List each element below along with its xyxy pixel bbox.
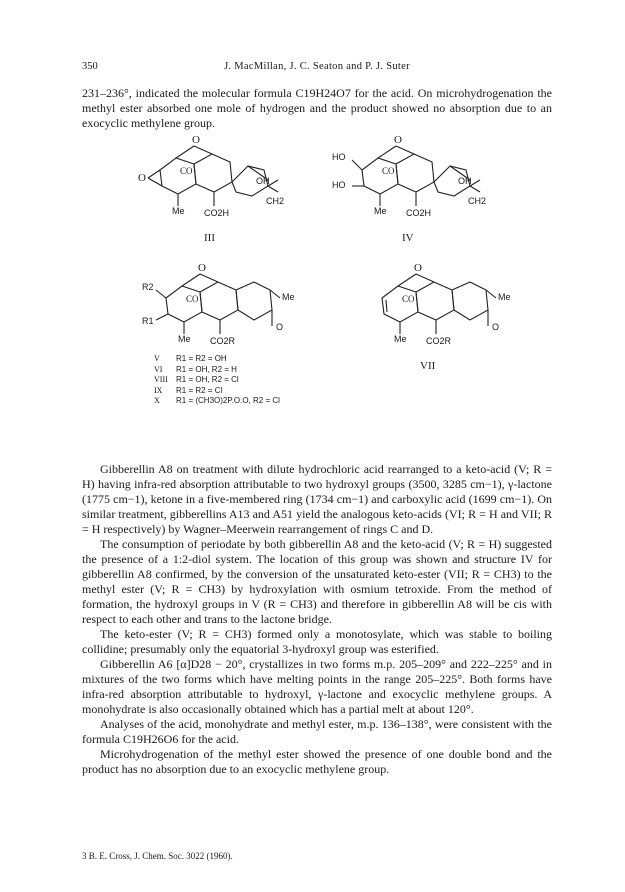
vii-co2r-label: CO2R — [426, 336, 452, 346]
top-paragraph-text: 231–236°, indicated the molecular formula C19H24O7 for the acid. On microhydrogenation the methyl ester absorbed one mole of hydrogen and the product showed no absorption due to an exocyclic methylene group. — [82, 86, 552, 130]
v-co-label: CO — [186, 294, 199, 304]
structure-v — [142, 262, 304, 353]
legend-row: VIII R1 = OH, R2 = Cl — [154, 375, 239, 385]
legend-row: X R1 = (CH3O)2P.O.O, R2 = Cl — [154, 396, 280, 406]
paragraph: The consumption of periodate by both gibberellin A8 and the keto-acid (V; R = H) suggested the presence of a 1:2-diol system. The location of this group was shown and structure IV for gibberellin A8 confirmed, by the conversion of the unsaturated keto-ester (VII; R = CH3) to the methyl ester (V; R = CH3) by hydroxylation with osmium tetroxide. From the method of formation, the hydroxyl groups in V (R = CH3) and therefore in gibberellin A8 will be cis with respect to each other and trans to the lactone bridge. — [82, 537, 552, 626]
v-me-ring-label: Me — [282, 292, 295, 302]
vii-me-ring-label: Me — [498, 292, 511, 302]
iv-numeral: IV — [402, 232, 414, 244]
v-me-label: Me — [178, 334, 191, 344]
iii-epoxide-o-label: O — [138, 172, 146, 184]
running-title: J. MacMillan, J. C. Seaton and P. J. Suter — [224, 61, 410, 72]
body-text — [82, 462, 552, 777]
top-paragraph — [82, 86, 552, 131]
iv-oh-label: OH — [458, 176, 472, 186]
iii-co2h-label: CO2H — [204, 208, 230, 218]
iii-o-label: O — [192, 134, 200, 146]
legend-row: V R1 = R2 = OH — [154, 354, 227, 363]
iv-ch2-label: CH2 — [468, 196, 487, 206]
footnote: 3 B. E. Cross, J. Chem. Soc. 3022 (1960). — [82, 851, 233, 861]
iii-co-label: CO — [180, 166, 193, 176]
iii-ch2-label: CH2 — [266, 196, 285, 206]
paragraph: Gibberellin A8 on treatment with dilute hydrochloric acid rearranged to a keto-acid (V; R = H) having infra-red absorption attributable to two hydroxyl groups (3500, 3285 cm−1), γ-lactone (1775 cm−1), ketone in a five-membered ring (1734 cm−1) and carboxylic acid (1699 cm−1). On similar treatment, gibberellins A13 and A51 yield the analogous keto-acids (VI; R = H and VII; R = H respectively) by Wagner–Meerwein rearrangement of rings C and D. — [82, 462, 552, 536]
legend-row: IX R1 = R2 = Cl — [154, 385, 223, 395]
paragraph: Gibberellin A6 [α]D28 − 20°, crystallizes in two forms m.p. 205–209° and 222–225° and in mixtures of the two forms which have melting points in the range 205–225°. Both forms have infra-red absorption attributable to hydroxyl, γ-lactone and exocyclic methylene groups. A monohydrate is also occasionally obtained which has a partial melt at about 120°. — [82, 657, 552, 716]
paragraph: The keto-ester (V; R = CH3) formed only a monotosylate, which was stable to boiling collidine; presumably only the equatorial 3-hydroxyl group was esterified. — [82, 627, 552, 656]
iii-numeral: III — [204, 232, 215, 244]
vii-numeral: VII — [420, 360, 436, 372]
structure-iii — [138, 134, 298, 244]
iv-o-label: O — [394, 134, 402, 146]
iii-oh-label: OH — [256, 176, 270, 186]
substituent-legend — [154, 354, 280, 407]
iv-co-label: CO — [382, 166, 395, 176]
vii-co-label: CO — [402, 294, 415, 304]
paragraph: Microhydrogenation of the methyl ester showed the presence of one double bond and the product has no absorption due to an exocyclic methylene group. — [82, 747, 552, 776]
v-o-label: O — [198, 262, 206, 274]
v-r1-label: R1 — [142, 316, 154, 326]
iv-me-label: Me — [374, 206, 387, 216]
iv-co2h-label: CO2H — [406, 208, 432, 218]
vii-me-label: Me — [394, 334, 407, 344]
vii-ketone-o-label: O — [492, 322, 500, 332]
v-ketone-o-label: O — [276, 322, 284, 332]
paragraph: Analyses of the acid, monohydrate and methyl ester, m.p. 136–138°, were consistent with the formula C19H26O6 for the acid. — [82, 717, 552, 746]
v-co2r-label: CO2R — [210, 336, 236, 346]
page-number: 350 — [82, 61, 98, 72]
v-r2-label: R2 — [142, 282, 154, 292]
structure-iv — [332, 134, 510, 244]
iv-ho-label-2: HO — [332, 180, 346, 190]
iv-ho-label-1: HO — [332, 152, 346, 162]
legend-row: VI R1 = OH, R2 = H — [154, 364, 237, 374]
iii-me-label: Me — [172, 206, 185, 216]
vii-o-label: O — [414, 262, 422, 274]
structure-vii — [360, 262, 520, 372]
